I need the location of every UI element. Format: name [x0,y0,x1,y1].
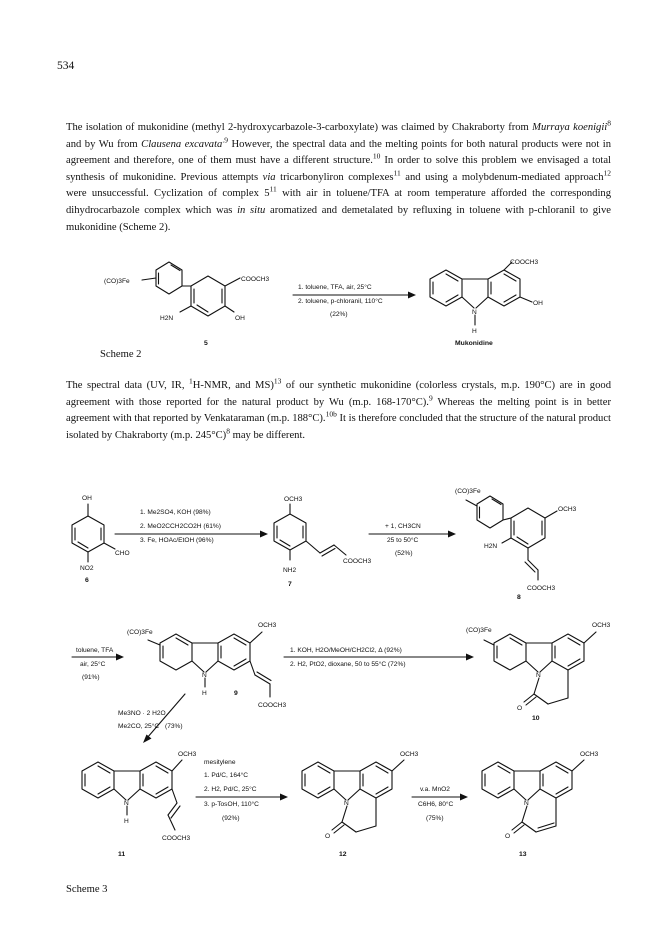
c11-nitrogen-label: N [124,800,129,807]
scheme-3-label: Scheme 3 [66,884,108,895]
c13-oxygen-label: O [505,833,511,840]
mukonidine-hydrogen-label: H [472,328,477,335]
step-5-condition-a: Me3NO · 2 H2O [118,710,166,717]
step-3-condition-a: toluene, TFA [76,647,114,654]
c9-methoxy-label: OCH3 [258,622,277,629]
step-1-condition-a: 1. Me2SO4, KOH (98%) [140,509,211,516]
step-2-condition-b: 25 to 50°C [387,537,419,544]
compound-7-number: 7 [288,581,292,588]
c9-hydrogen-label: H [202,690,207,697]
c6-aldehyde-label: CHO [115,550,130,557]
compound-13-structure [482,760,584,833]
c9-ester-label: COOCH3 [258,702,287,709]
c10-methoxy-label: OCH3 [592,622,611,629]
step-7-condition-a: v.a. MnO2 [420,786,450,793]
c10-iron-label: (CO)3Fe [466,627,492,634]
step-5-condition-b: Me2CO, 25°C [118,723,160,730]
mukonidine-hydroxyl-label: OH [533,300,543,307]
compound-8-structure [466,496,557,580]
compound-9-number: 9 [234,690,238,697]
c7-amine-label: NH2 [283,567,297,574]
c10-oxygen-label: O [517,705,523,712]
page-number: 534 [57,60,75,72]
step-7-arrow [412,794,468,801]
step-7-condition-c: (75%) [426,815,444,822]
c8-ester-label: COOCH3 [527,585,556,592]
step-1-condition-c: 3. Fe, HOAc/EtOH (96%) [140,537,214,544]
step-6-condition-a: mesitylene [204,759,236,766]
mukonidine-structure [430,262,532,325]
compound-8-number: 8 [517,594,521,601]
c8-iron-label: (CO)3Fe [455,488,481,495]
c12-methoxy-label: OCH3 [400,751,419,758]
compound-6-number: 6 [85,577,89,584]
step-4-arrow [284,654,474,661]
c13-methoxy-label: OCH3 [580,751,599,758]
step-6-arrow [196,794,288,801]
c8-methoxy-label: OCH3 [558,506,577,513]
scheme-2-condition-1: 1. toluene, TFA, air, 25°C [298,284,372,291]
c11-methoxy-label: OCH3 [178,751,197,758]
step-4-condition-b: 2. H2, PtO2, dioxane, 50 to 55°C (72%) [290,661,406,668]
step-3-arrow [72,654,124,661]
c13-nitrogen-label: N [524,800,529,807]
mukonidine-name: Mukonidine [455,340,493,347]
c12-oxygen-label: O [325,833,331,840]
compound-12-number: 12 [339,851,347,858]
scheme-2-condition-2: 2. toluene, p-chloranil, 110°C [298,298,383,305]
c11-ester-label: COOCH3 [162,835,191,842]
compound-7-structure [274,504,346,560]
c10-nitrogen-label: N [536,672,541,679]
step-6-condition-d: 3. p-TosOH, 110°C [204,801,259,808]
compound-11-structure [82,760,182,830]
step-6-condition-c: 2. H2, Pd/C, 25°C [204,786,257,793]
compound-13-number: 13 [519,851,527,858]
c9-nitrogen-label: N [202,672,207,679]
compound-12-structure [302,760,404,833]
ester-label: COOCH3 [241,276,270,283]
scheme-2-label: Scheme 2 [100,349,142,360]
c12-nitrogen-label: N [344,800,349,807]
hydroxyl-label: OH [235,315,245,322]
c6-nitro-label: NO2 [80,565,94,572]
step-2-condition-a: + 1, CH3CN [385,523,421,530]
mukonidine-ester-label: COOCH3 [510,259,539,266]
step-2-condition-c: (52%) [395,550,413,557]
step-5-arrow [143,694,185,743]
compound-5-number: 5 [204,340,208,347]
compound-9-structure [148,632,271,697]
c6-hydroxyl-label: OH [82,495,92,502]
step-4-condition-a: 1. KOH, H2O/MeOH/CH2Cl2, Δ (92%) [290,647,402,654]
mukonidine-nitrogen-label: N [472,309,477,316]
step-7-condition-b: C6H6, 80°C [418,801,454,808]
c11-hydrogen-label: H [124,818,129,825]
paragraph-results: The spectral data (UV, IR, $^1$H-NMR, and MS)$^{13}$ of our synthetic mukonidine (colorless crystals, m.p. 190°C) are in good agreement with those reported for the natural product by Wu (m.p. 168-170°C).$^9$ Whereas the melting point is in better agreement with that reported by Venkataraman (m.p. 188°C).$^{10b}$ It is therefore concluded that the structure of the natural product isolated by Chakraborty (m.p. 245°C)$^8$ may be different. [66,376,611,441]
c8-amine-label: H2N [484,543,498,550]
iron-tricarbonyl-label: (CO)3Fe [104,278,130,285]
compound-6-structure [72,504,115,562]
step-3-condition-b: air, 25°C [80,661,106,668]
c7-ester-label: COOCH3 [343,558,372,565]
paragraph-intro: The isolation of mukonidine (methyl 2-hydroxycarbazole-3-carboxylate) was claimed by Chakraborty from Murraya koenigii$^8$ and by Wu from Clausena excavata$^{.9}$ However, the spectral data and the melting points for both natural products were not in agreement and therefore, one of them must have a different structure.$^{10}$ In order to solve this problem we envisaged a total synthesis of mukonidine. Previous attempts via tricarbonyliron complexes$^{11}$ and using a molybdenum-mediated approach$^{12}$ were unsuccessful. Cyclization of complex $5^{11}$ with air in toluene/TFA at room temperature afforded the corresponding dihydrocarbazole complex which was in situ aromatized and demetalated by refluxing in toluene with p-chloranil to give mukonidine (Scheme 2). [66,118,612,233]
step-5-condition-c: (73%) [165,723,183,730]
compound-5-structure [142,262,240,316]
compound-10-number: 10 [532,715,540,722]
amine-label: H2N [160,315,174,322]
step-1-condition-b: 2. MeO2CCH2CO2H (61%) [140,523,221,530]
scheme-2-yield: (22%) [330,311,348,318]
compound-10-structure [484,632,596,705]
c9-iron-label: (CO)3Fe [127,629,153,636]
step-6-condition-e: (92%) [222,815,240,822]
c7-methoxy-label: OCH3 [284,496,303,503]
step-6-condition-b: 1. Pd/C, 164°C [204,772,249,779]
step-3-condition-c: (91%) [82,674,100,681]
compound-11-number: 11 [118,851,126,858]
